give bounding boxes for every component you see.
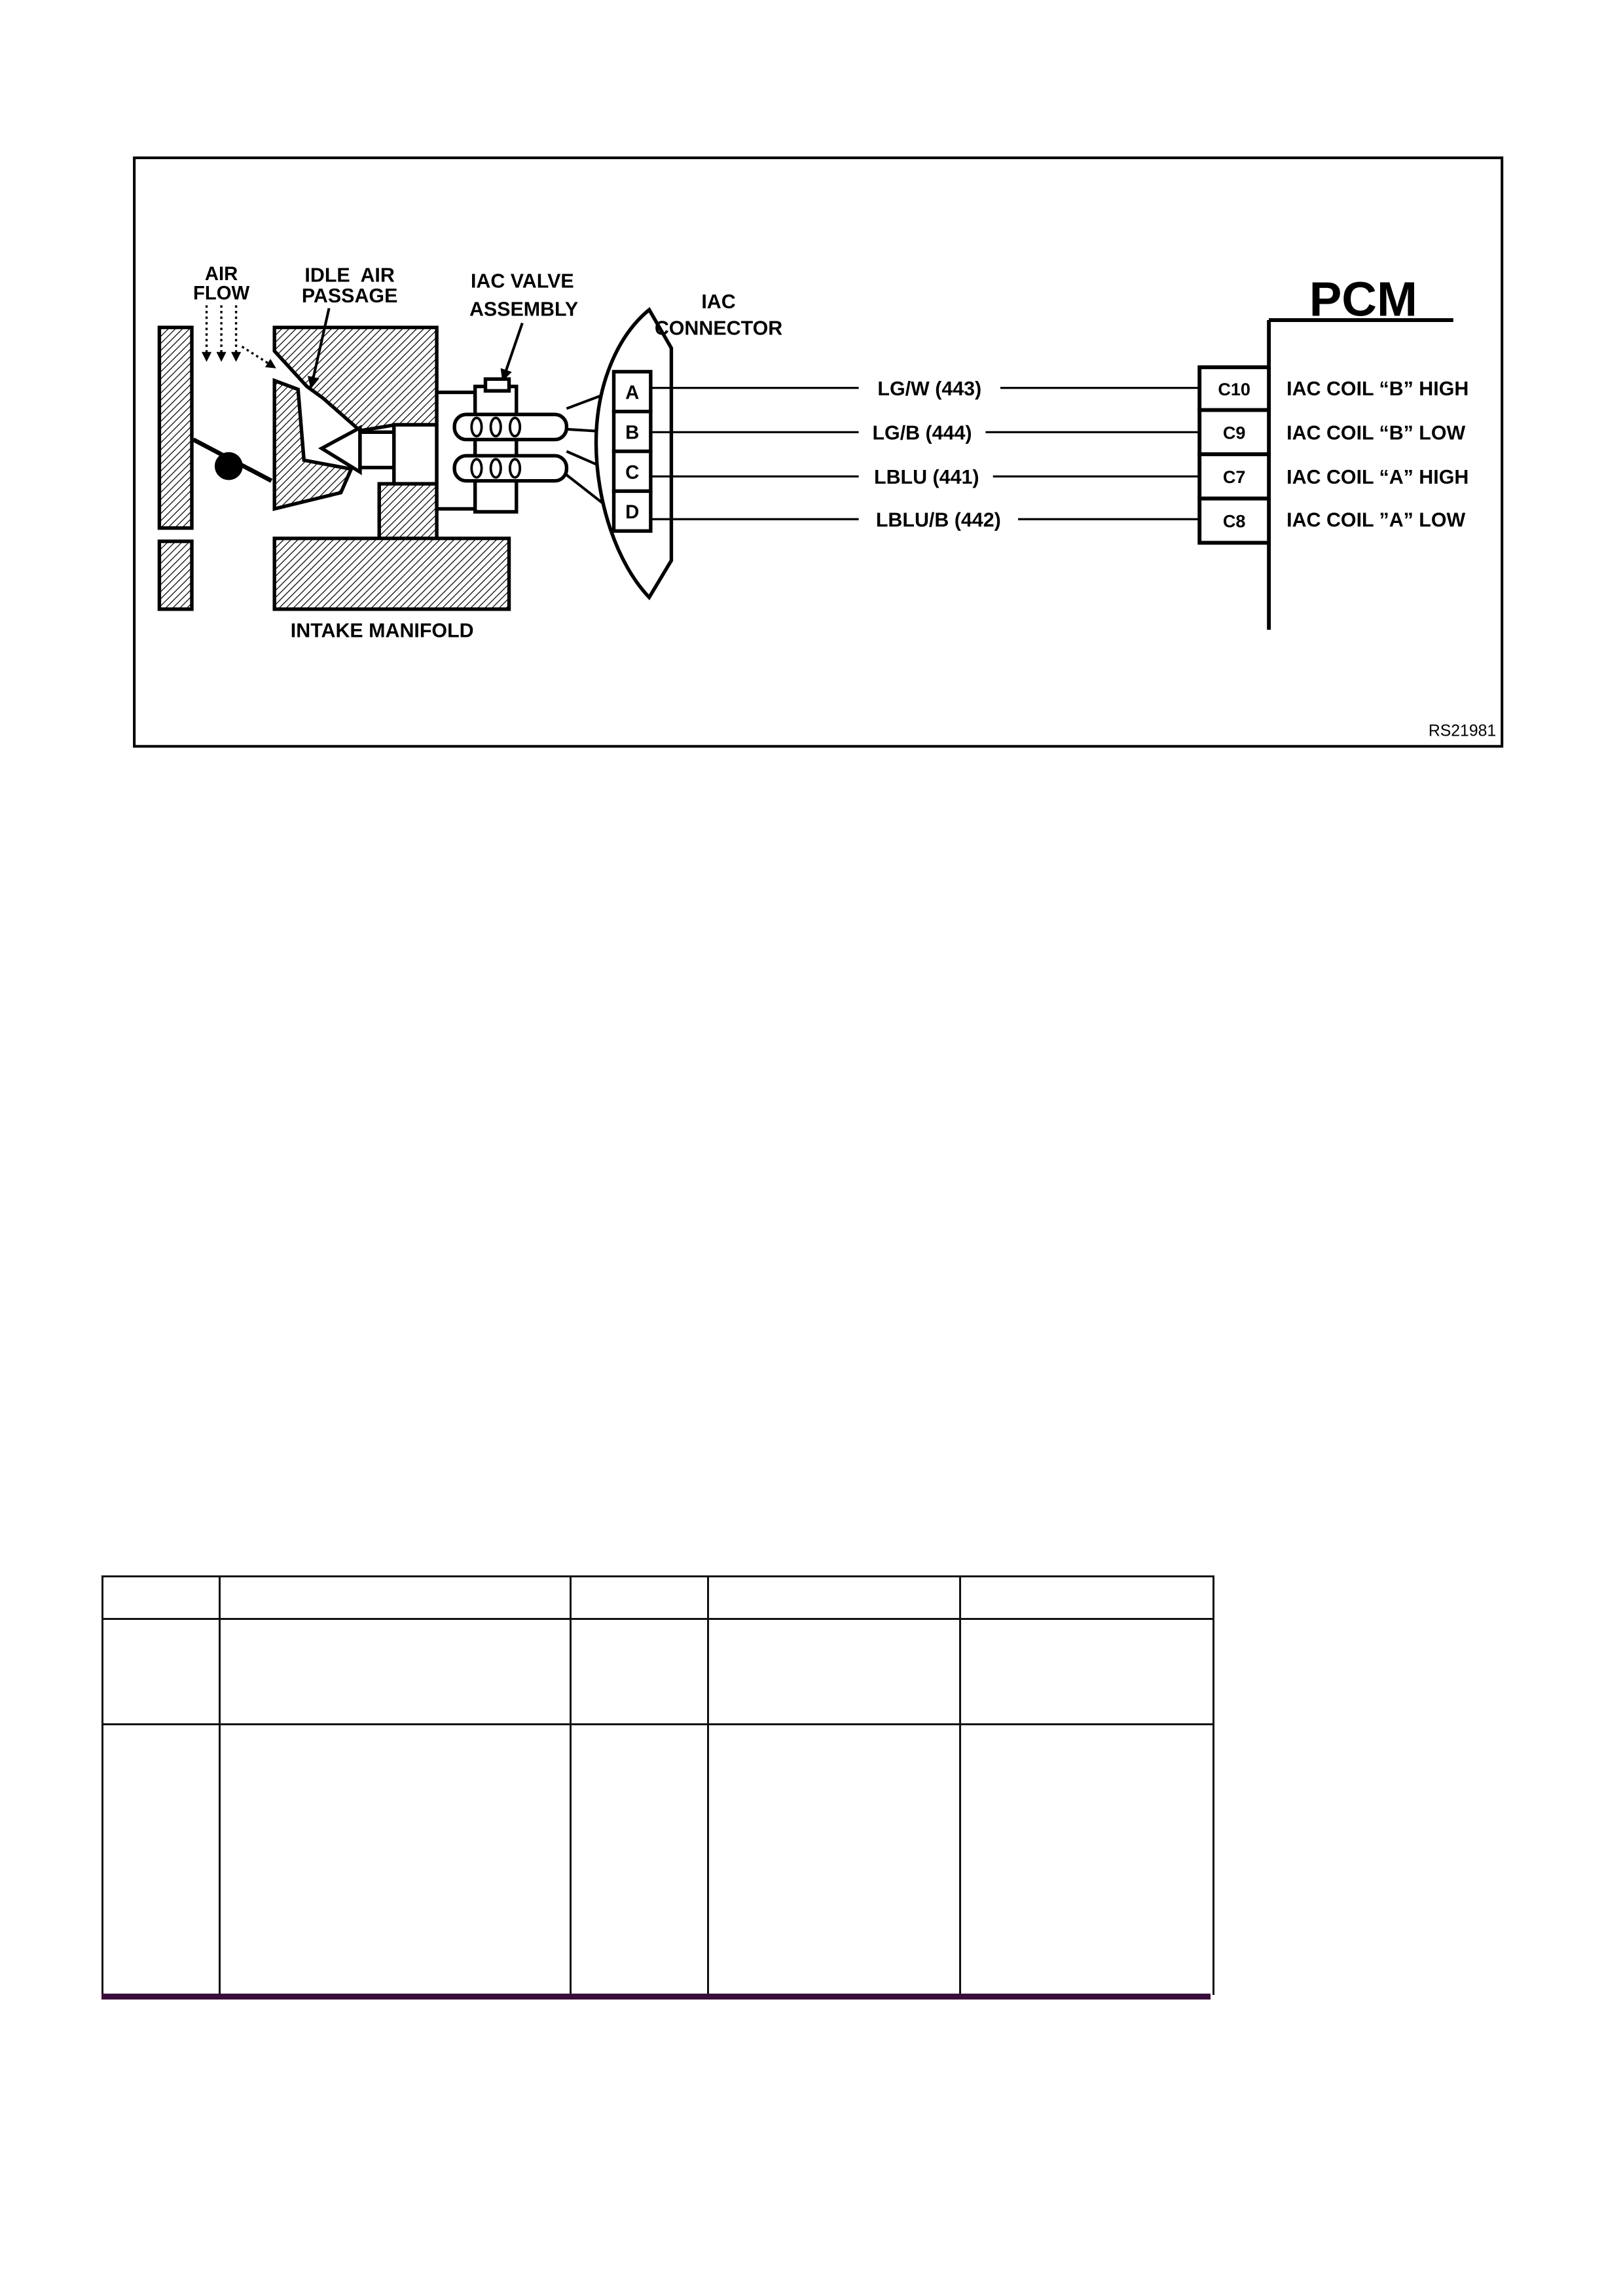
table-cell <box>220 1619 571 1725</box>
intake-manifold-label: INTAKE MANIFOLD <box>290 619 474 642</box>
table-cell <box>220 1577 571 1619</box>
pcm-circuit-function: IAC COIL “B” LOW <box>1286 422 1466 444</box>
wiring <box>651 378 1199 531</box>
throttle-shaft <box>215 452 243 480</box>
pintle-housing <box>394 425 437 484</box>
table-row <box>103 1619 1214 1725</box>
valve-top-cap <box>485 379 509 391</box>
iac-valve-assembly-label-line1: IAC VALVE <box>470 270 574 293</box>
table-cell <box>571 1577 708 1619</box>
pcm-circuit-function: IAC COIL ”A” LOW <box>1286 509 1466 531</box>
valve-mount <box>437 392 475 509</box>
wire-label: LG/B (444) <box>872 422 972 444</box>
wire-label: LG/W (443) <box>877 377 982 400</box>
wire-label: LBLU/B (442) <box>875 509 1001 531</box>
iac-wiring-diagram <box>0 0 1623 826</box>
valve-body <box>475 386 517 512</box>
connector-pin-label: D <box>625 501 640 524</box>
throttle-bore-wall-lower <box>159 541 192 609</box>
pcm-circuit-function: IAC COIL “B” HIGH <box>1286 377 1469 400</box>
wire-label: LBLU (441) <box>874 466 979 489</box>
table-cell <box>960 1577 1214 1619</box>
iac-valve-assembly <box>437 379 613 512</box>
iac-connector-label-line1: IAC <box>701 290 736 313</box>
pcm-label: PCM <box>1309 272 1417 327</box>
table-cell <box>708 1577 960 1619</box>
table-cell <box>708 1725 960 1995</box>
table-row <box>103 1725 1214 1995</box>
empty-table <box>101 1575 1214 1995</box>
table-cell <box>571 1725 708 1995</box>
iac-pintle-shaft <box>360 432 395 467</box>
pcm-pin-label: C8 <box>1222 511 1246 531</box>
table-cell <box>103 1577 220 1619</box>
housing-lower-block <box>379 484 437 540</box>
throttle-bore-wall-upper <box>159 327 192 528</box>
table-bottom-rule <box>101 1994 1211 2000</box>
air-flow-label-line2: FLOW <box>192 282 250 304</box>
pcm <box>1199 272 1468 630</box>
intake-manifold-block <box>274 539 509 609</box>
iac-connector-label-line2: CONNECTOR <box>654 317 783 340</box>
pcm-pin-label: C9 <box>1222 423 1246 443</box>
table-cell <box>220 1725 571 1995</box>
table-cell <box>103 1725 220 1995</box>
table-cell <box>960 1619 1214 1725</box>
idle-air-passage-label-line1: IDLE AIR <box>304 264 395 287</box>
air-flow-arrow-diagonal <box>242 347 275 368</box>
table-cell <box>708 1619 960 1725</box>
air-flow-label-line1: AIR <box>204 263 238 285</box>
idle-air-passage-label-line2: PASSAGE <box>301 284 398 307</box>
connector-pin-label: C <box>625 461 640 484</box>
table-cell <box>103 1619 220 1725</box>
connector-pin-label: B <box>625 422 640 444</box>
table-row <box>103 1577 1214 1619</box>
figure-code: RS21981 <box>1428 722 1497 740</box>
connector-pin-label: A <box>625 382 640 404</box>
air-flow-arrows <box>207 305 275 367</box>
pcm-pin-label: C7 <box>1222 467 1246 488</box>
iac-valve-assembly-label-line2: ASSEMBLY <box>469 298 579 321</box>
table-cell <box>571 1619 708 1725</box>
pcm-pin-label: C10 <box>1218 379 1250 399</box>
pcm-circuit-function: IAC COIL “A” HIGH <box>1286 466 1469 489</box>
iac-connector <box>596 310 671 597</box>
table-cell <box>960 1725 1214 1995</box>
iac-valve-leader-arrow <box>503 323 522 380</box>
